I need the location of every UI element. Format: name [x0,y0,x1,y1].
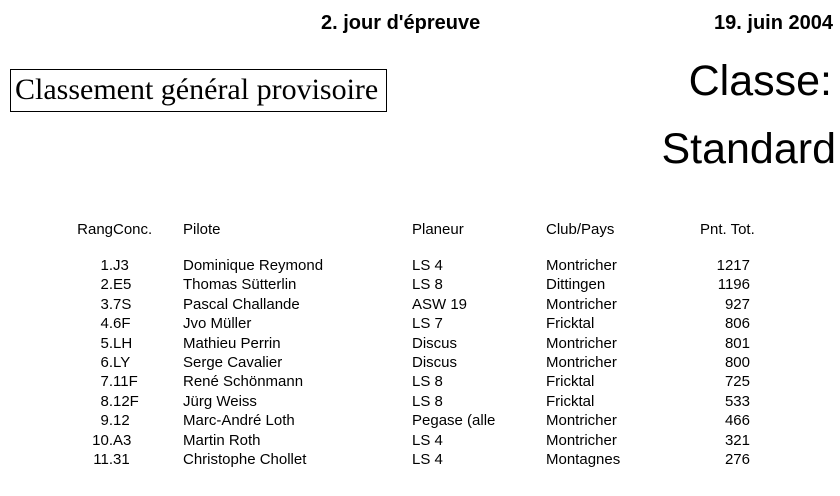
conc-cell: 7S [113,295,132,313]
table-row [60,392,750,411]
table-row [60,411,750,430]
rank-cell: 2. [100,276,113,294]
rank-cell: 3. [100,295,113,313]
points-cell: 276 [724,451,750,469]
table-row [60,372,750,391]
glider-cell: LS 8 [412,373,443,391]
glider-cell: LS 4 [412,257,443,274]
table-row [60,334,750,353]
glider-cell: LS 8 [412,392,443,410]
conc-cell: E5 [113,276,132,294]
points-cell: 725 [724,373,750,391]
col-header-rang: Rang [77,221,113,238]
glider-cell: Discus [412,354,458,372]
club-cell: Fricktal [546,392,595,410]
club-cell: Montricher [546,257,617,274]
table-row [60,295,750,314]
pilot-cell: Marc-André Loth [183,412,295,430]
col-header-pnt-tot: Pnt. Tot. [700,221,755,238]
table-row [60,450,750,469]
pilot-cell: Mathieu Perrin [183,334,281,352]
glider-cell: LS 7 [412,315,443,333]
conc-cell: 12 [113,412,130,430]
club-cell: Montagnes [546,451,621,469]
date-label: 19. juin 2004 [714,12,833,34]
table-row [60,353,750,372]
pilot-cell: Christophe Chollet [183,451,307,469]
club-cell: Montricher [546,412,617,430]
conc-cell: A3 [113,431,132,449]
conc-cell: 31 [113,451,130,469]
rank-cell: 4. [100,315,113,333]
col-header-pilote: Pilote [183,221,221,238]
points-cell: 1217 [716,257,750,274]
rank-cell: 11. [93,451,113,469]
col-header-conc: Conc. [113,221,153,238]
rank-cell: 1. [100,257,113,274]
table-row [60,275,750,294]
rank-cell: 10. [92,431,113,449]
conc-cell: 11F [113,373,138,391]
conc-cell: LH [113,334,133,352]
rank-cell: 8. [100,392,113,410]
points-cell: 927 [724,295,750,313]
glider-cell: LS 4 [412,451,443,469]
pilot-cell: Jvo Müller [183,315,252,333]
conc-cell: 12F [113,392,139,410]
results-table [60,220,755,469]
points-cell: 533 [724,392,750,410]
glider-cell: LS 8 [412,276,443,294]
results-table-body [60,256,750,469]
club-cell: Fricktal [546,315,595,333]
pilot-cell: Pascal Challande [183,295,300,313]
col-header-planeur: Planeur [412,221,464,238]
results-header-row [60,220,750,256]
rank-cell: 5. [100,334,113,352]
report-title-box [10,69,387,112]
glider-cell: Discus [412,334,458,352]
rank-cell: 6. [100,354,113,372]
club-cell: Montricher [546,431,617,449]
conc-cell: 6F [113,315,131,333]
rank-cell: 9. [100,412,113,430]
glider-cell: Pegase (alle [412,412,496,430]
club-cell: Montricher [546,334,617,352]
rank-cell: 7. [100,373,113,391]
pilot-cell: René Schönmann [183,373,304,391]
club-cell: Dittingen [546,276,606,294]
table-row [60,256,750,275]
club-cell: Montricher [546,354,617,372]
points-cell: 801 [724,334,750,352]
conc-cell: LY [113,354,131,372]
day-label: 2. jour d'épreuve [321,12,481,34]
class-value: Standard [661,125,836,173]
conc-cell: J3 [113,257,129,274]
pilot-cell: Dominique Reymond [183,257,324,274]
class-label: Classe: [688,57,832,105]
glider-cell: LS 4 [412,431,443,449]
pilot-cell: Thomas Sütterlin [183,276,297,294]
pilot-cell: Jürg Weiss [183,392,257,410]
points-cell: 466 [724,412,750,430]
points-cell: 321 [724,431,750,449]
pilot-cell: Martin Roth [183,431,261,449]
pilot-cell: Serge Cavalier [183,354,283,372]
club-cell: Fricktal [546,373,595,391]
table-row [60,314,750,333]
club-cell: Montricher [546,295,617,313]
points-cell: 800 [724,354,750,372]
report-title: Classement général provisoire [15,73,379,106]
points-cell: 806 [724,315,750,333]
col-header-club-pays: Club/Pays [546,221,615,238]
table-row [60,431,750,450]
glider-cell: ASW 19 [412,295,468,313]
points-cell: 1196 [717,276,750,294]
